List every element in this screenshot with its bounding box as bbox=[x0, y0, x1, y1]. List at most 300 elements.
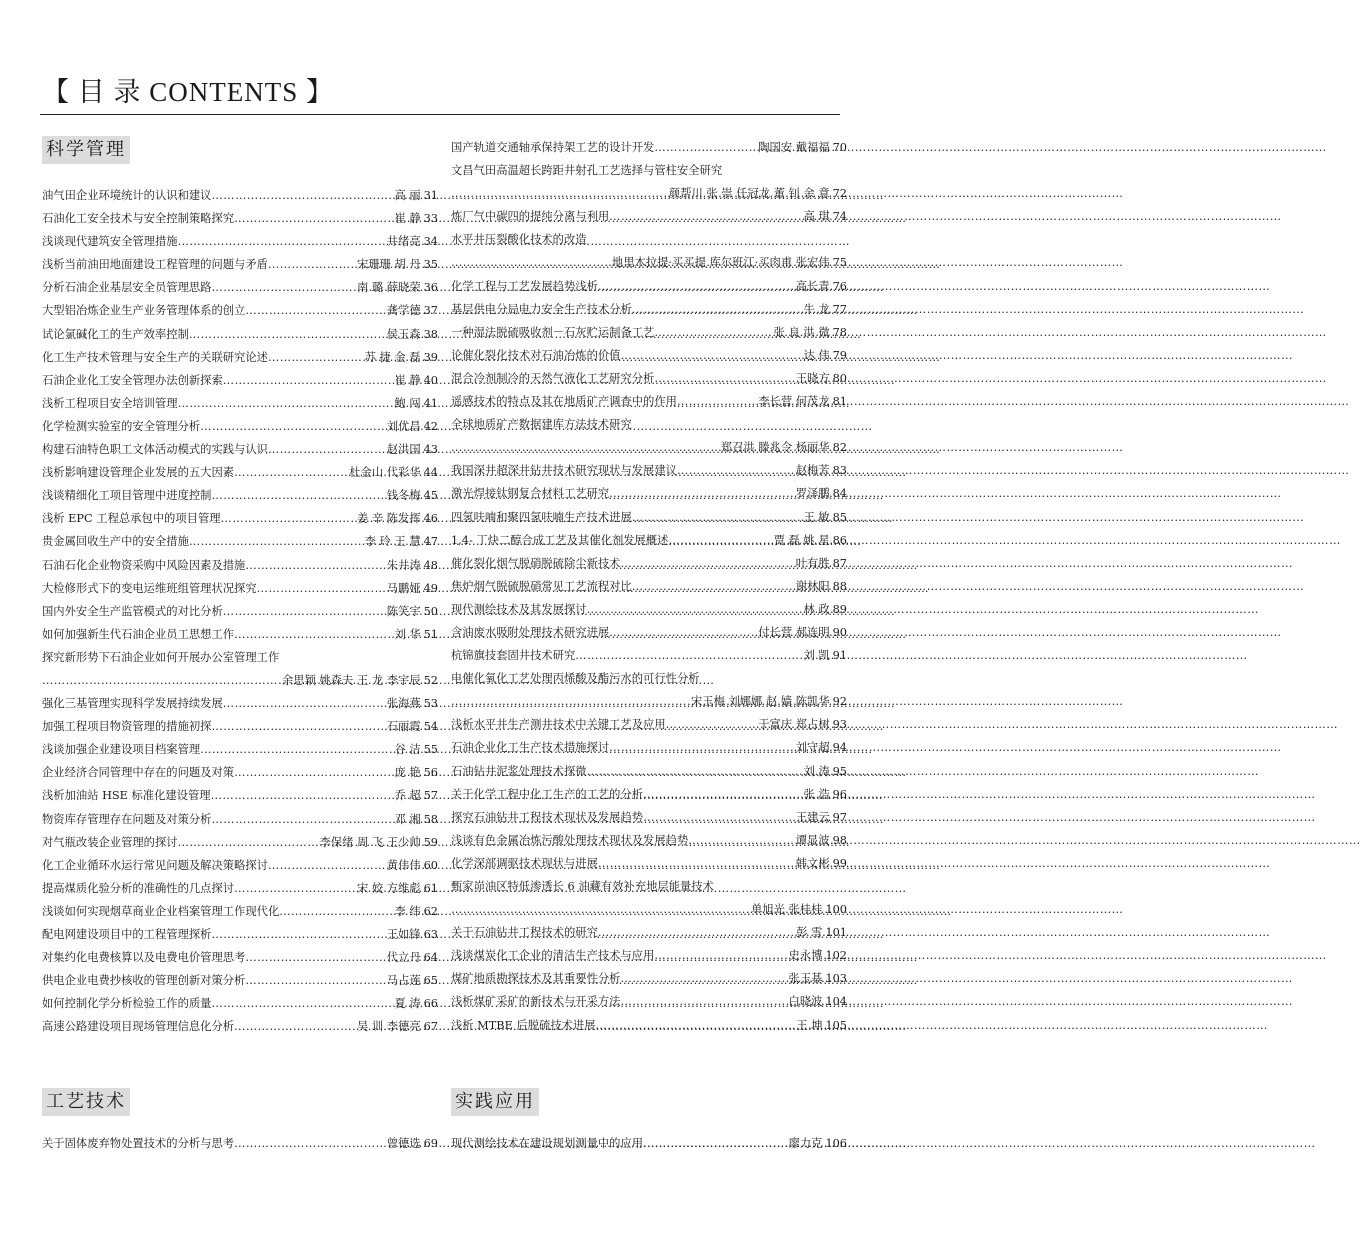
entry-title: 激光焊接钛钢复合材料工艺研究 bbox=[451, 487, 610, 501]
leader-dots bbox=[688, 829, 792, 852]
entry-title: 加强工程项目物资管理的措施初探 bbox=[42, 720, 212, 734]
entry-title: 探究新形势下石油企业如何开展办公室管理工作 bbox=[42, 650, 280, 664]
toc-entry[interactable] bbox=[451, 251, 847, 274]
toc-entry[interactable] bbox=[451, 205, 847, 228]
entry-page-number: 67 bbox=[423, 1020, 438, 1034]
toc-entry[interactable] bbox=[451, 1132, 847, 1155]
toc-entry[interactable] bbox=[451, 644, 847, 667]
entry-page-number: 39 bbox=[423, 350, 438, 364]
entry-page-number: 106 bbox=[825, 1137, 847, 1150]
entry-page-number: 41 bbox=[423, 396, 438, 410]
entry-title: 我国深井超深井钻井技术研究现状与发展建议 bbox=[451, 464, 677, 478]
entry-title: 大型铝冶炼企业生产业务管理体系的创立 bbox=[42, 304, 246, 318]
entry-author: 龚学德 bbox=[386, 304, 421, 318]
entry-author: 李 玲 王 慧 bbox=[364, 535, 421, 549]
entry-author: 谢林阳 bbox=[795, 579, 830, 593]
toc-entry[interactable] bbox=[42, 369, 438, 392]
entry-page-number: 97 bbox=[832, 810, 847, 824]
leader-dots bbox=[632, 506, 801, 529]
entry-page-number: 94 bbox=[832, 741, 847, 755]
toc-entry[interactable] bbox=[42, 1015, 438, 1038]
toc-entry[interactable] bbox=[42, 992, 438, 1015]
entry-author: 赵洪国 bbox=[386, 443, 421, 457]
entry-page-number: 101 bbox=[825, 926, 847, 940]
leader-dots bbox=[245, 969, 383, 992]
entry-author: 地里木拉提·买买提 库尔班江·买肉甫 张宏伟 bbox=[611, 256, 830, 270]
toc-entry[interactable] bbox=[451, 829, 847, 852]
entry-page-number: 42 bbox=[423, 419, 438, 433]
leader-dots bbox=[223, 692, 384, 715]
right-column bbox=[451, 136, 847, 1037]
entry-author: 崔 静 bbox=[394, 212, 421, 226]
entry-author: 乔 超 bbox=[394, 789, 421, 803]
toc-entry[interactable] bbox=[42, 276, 438, 299]
entry-title: 物资库存管理存在问题及对策分析 bbox=[42, 812, 212, 826]
toc-entry[interactable] bbox=[451, 990, 847, 1013]
leader-dots bbox=[268, 253, 354, 276]
entry-title: 浅析当前油田地面建设工程管理的问题与矛盾 bbox=[42, 258, 268, 272]
entry-page-number: 58 bbox=[423, 812, 438, 826]
entry-title: 现代测绘技术及其发展探讨 bbox=[451, 602, 587, 616]
toc-entry[interactable] bbox=[42, 299, 438, 322]
entry-page-number: 53 bbox=[423, 697, 438, 711]
leader-dots bbox=[654, 321, 770, 344]
entry-title: 石油石化企业物资采购中风险因素及措施 bbox=[42, 558, 246, 572]
entry-title: 浅析影响建设管理企业发展的五大因素 bbox=[42, 466, 235, 480]
entry-page-number: 99 bbox=[832, 856, 847, 870]
leader-dots bbox=[268, 854, 384, 877]
leader-dots bbox=[279, 900, 391, 923]
toc-entry[interactable] bbox=[451, 944, 847, 967]
entry-page-number: 88 bbox=[832, 579, 847, 593]
entry-page-number: 90 bbox=[832, 625, 847, 639]
entry-page-number: 82 bbox=[832, 441, 847, 455]
entry-title: 遥感技术的特点及其在地质矿产调查中的作用 bbox=[451, 395, 677, 409]
toc-entry[interactable] bbox=[42, 877, 438, 900]
leader-dots bbox=[268, 438, 384, 461]
leader-dots bbox=[234, 623, 391, 646]
entry-author: 刘守超 bbox=[795, 741, 830, 755]
leader-dots bbox=[221, 507, 354, 530]
leader-dots bbox=[668, 529, 770, 552]
entry-title: 化学深部调驱技术现状与进展 bbox=[451, 856, 598, 870]
entry-page-number: 37 bbox=[423, 304, 438, 318]
leader-dots bbox=[451, 251, 609, 274]
toc-entry[interactable] bbox=[451, 228, 847, 251]
leader-dots bbox=[223, 369, 392, 392]
entry-author: 曾德选 bbox=[386, 1137, 421, 1150]
toc-entry[interactable] bbox=[451, 690, 847, 713]
entry-author: 代立丹 bbox=[386, 951, 421, 965]
entry-author: 杜金山 代彩华 bbox=[349, 466, 421, 480]
toc-entry[interactable] bbox=[451, 367, 847, 390]
toc-entry[interactable] bbox=[42, 854, 438, 877]
entry-title: 国内外安全生产监管模式的对比分析 bbox=[42, 604, 223, 618]
entry-page-number: 91 bbox=[832, 649, 847, 663]
entry-page-number: 44 bbox=[423, 466, 438, 480]
toc-entry[interactable] bbox=[42, 484, 438, 507]
toc-entry[interactable] bbox=[451, 1014, 847, 1037]
entry-page-number: 54 bbox=[423, 720, 438, 734]
entry-title: 论催化裂化技术对石油冶炼的价值 bbox=[451, 348, 621, 362]
entry-author: 叶有胜 bbox=[795, 556, 830, 570]
entry-author: 廖力克 bbox=[788, 1137, 823, 1150]
toc-entry[interactable] bbox=[451, 736, 847, 759]
leader-dots bbox=[211, 184, 391, 207]
toc-entry[interactable] bbox=[451, 529, 847, 552]
entry-author: 刘 涛 bbox=[803, 764, 830, 778]
entry-page-number: 43 bbox=[423, 443, 438, 457]
toc-entry[interactable] bbox=[451, 275, 847, 298]
toc-entry[interactable] bbox=[451, 413, 847, 436]
entry-title: 分析石油企业基层安全员管理思路 bbox=[42, 281, 212, 295]
toc-entry[interactable] bbox=[451, 159, 847, 182]
leader-dots bbox=[211, 715, 383, 738]
toc-entry[interactable] bbox=[42, 253, 438, 276]
entry-author: 张 浩 bbox=[803, 787, 830, 801]
toc-list bbox=[451, 136, 847, 1037]
leader-dots bbox=[451, 690, 688, 713]
leader-dots bbox=[234, 1132, 384, 1155]
toc-entry[interactable] bbox=[451, 136, 847, 159]
toc-entry[interactable] bbox=[42, 415, 438, 438]
entry-title: 浅析工程项目安全培训管理 bbox=[42, 396, 178, 410]
entry-page-number: 48 bbox=[423, 558, 438, 572]
entry-page-number: 56 bbox=[423, 766, 438, 780]
entry-author: 白晓波 bbox=[788, 995, 823, 1009]
toc-entry[interactable] bbox=[451, 667, 847, 690]
entry-page-number: 38 bbox=[423, 327, 438, 341]
entry-page-number: 35 bbox=[423, 258, 438, 272]
toc-entry[interactable] bbox=[451, 575, 847, 598]
leader-dots bbox=[451, 898, 748, 921]
entry-page-number: 96 bbox=[832, 787, 847, 801]
leader-dots bbox=[234, 1015, 354, 1038]
toc-entry[interactable] bbox=[451, 436, 847, 459]
entry-page-number: 95 bbox=[832, 764, 847, 778]
leader-dots bbox=[451, 182, 666, 205]
entry-author: 马占莲 bbox=[386, 974, 421, 988]
entry-title: 浅谈如何实现烟草商业企业档案管理工作现代化 bbox=[42, 904, 280, 918]
leader-dots bbox=[632, 298, 801, 321]
entry-title: 浅谈精细化工项目管理中进度控制 bbox=[42, 489, 212, 503]
leader-dots bbox=[643, 783, 800, 806]
entry-title: 强化三基管理实现科学发展持续发展 bbox=[42, 697, 223, 711]
leader-dots bbox=[609, 482, 793, 505]
entry-title: 含油废水吸附处理技术研究进展 bbox=[451, 625, 610, 639]
entry-author: 张玉基 bbox=[788, 972, 823, 986]
page-title: 【 目 录 CONTENTS 】 bbox=[42, 77, 334, 107]
entry-author: 牛 龙 bbox=[803, 302, 830, 316]
toc-list bbox=[42, 1132, 438, 1155]
entry-author: 付长营 郝连明 bbox=[758, 625, 830, 639]
leader-dots bbox=[587, 598, 801, 621]
toc-entry[interactable] bbox=[42, 554, 438, 577]
toc-entry[interactable] bbox=[42, 600, 438, 623]
toc-entry[interactable] bbox=[451, 760, 847, 783]
leader-dots bbox=[598, 275, 793, 298]
entry-title: 油气田企业环境统计的认识和建议 bbox=[42, 189, 212, 202]
entry-title: 浅析 EPC 工程总承包中的项目管理 bbox=[42, 512, 221, 526]
toc-entry[interactable] bbox=[451, 459, 847, 482]
bottom-right-section bbox=[451, 1088, 847, 1155]
toc-entry[interactable] bbox=[451, 806, 847, 829]
entry-author: 李 纬 bbox=[394, 904, 421, 918]
entry-page-number: 105 bbox=[825, 1018, 847, 1032]
entry-title: 煤矿地质勘探技术及其重要性分析 bbox=[451, 972, 621, 986]
leader-dots bbox=[223, 600, 384, 623]
entry-page-number: 55 bbox=[423, 743, 438, 757]
entry-page-number: 92 bbox=[832, 695, 847, 709]
entry-title: 水平井压裂酸化技术的改造 bbox=[451, 233, 587, 247]
leader-dots bbox=[234, 877, 354, 900]
entry-page-number: 50 bbox=[423, 604, 438, 618]
entry-author: 马鹏娅 bbox=[386, 581, 421, 595]
entry-author: 达 伟 bbox=[803, 348, 830, 362]
entry-title: 试论氯碱化工的生产效率控制 bbox=[42, 327, 189, 341]
entry-author: 刘优昌 bbox=[386, 419, 421, 433]
entry-title: 化学工程与工艺发展趋势浅析 bbox=[451, 279, 598, 293]
toc-entry[interactable] bbox=[42, 923, 438, 946]
toc-entry[interactable] bbox=[42, 1132, 438, 1155]
entry-page-number: 70 bbox=[832, 141, 847, 154]
toc-entry[interactable] bbox=[451, 552, 847, 575]
entry-author: 陶国安 戴福福 bbox=[758, 141, 830, 154]
entry-author: 朱井涛 bbox=[386, 558, 421, 572]
entry-title: 炼厂气中碳四的提纯分离与利用 bbox=[451, 210, 610, 224]
toc-entry[interactable] bbox=[42, 507, 438, 530]
toc-entry[interactable] bbox=[451, 482, 847, 505]
entry-page-number: 46 bbox=[423, 512, 438, 526]
entry-title: 企业经济合同管理中存在的问题及对策 bbox=[42, 766, 235, 780]
entry-title: 石油企业化工生产技术措施探讨 bbox=[451, 741, 610, 755]
leader-dots bbox=[211, 484, 383, 507]
entry-author: 贾 磊 姚 星 bbox=[773, 533, 830, 547]
entry-author: 吴 训 李德亮 bbox=[356, 1020, 421, 1034]
entry-title: 配电网建设项目中的工程管理探析 bbox=[42, 928, 212, 941]
entry-title: 甄家峁油区特低渗透长 6 油藏有效补充地层能量技术 bbox=[451, 880, 714, 893]
leader-dots bbox=[620, 552, 792, 575]
leader-dots bbox=[451, 436, 718, 459]
entry-title: 四氢呋喃和聚四氢呋喃生产技术进展 bbox=[451, 510, 632, 524]
toc-entry[interactable] bbox=[451, 390, 847, 413]
entry-title: 化工企业循环水运行常见问题及解决策略探讨 bbox=[42, 858, 268, 872]
entry-title: 对集约化电费核算以及电费电价管理思考 bbox=[42, 951, 246, 965]
toc-entry[interactable] bbox=[451, 898, 847, 921]
entry-title: 杭锦旗技套固井技术研究 bbox=[451, 649, 576, 663]
toc-entry[interactable] bbox=[42, 392, 438, 415]
entry-page-number: 75 bbox=[832, 256, 847, 270]
toc-entry[interactable] bbox=[451, 182, 847, 205]
title-rule bbox=[40, 114, 840, 115]
entry-page-number: 100 bbox=[825, 903, 847, 917]
entry-page-number: 62 bbox=[423, 904, 438, 918]
entry-title: 浅谈煤炭化工企业的清洁生产技术与应用 bbox=[451, 949, 655, 963]
entry-author: 邓 湘 bbox=[394, 812, 421, 826]
entry-title: 浅谈加强企业建设项目档案管理 bbox=[42, 743, 201, 757]
leader-dots bbox=[211, 808, 391, 831]
leader-dots bbox=[654, 367, 792, 390]
entry-page-number: 52 bbox=[423, 673, 438, 687]
leader-dots bbox=[234, 461, 346, 484]
entry-title: 浅析水平井生产测井技术中关键工艺及应用 bbox=[451, 718, 666, 732]
leader-dots bbox=[234, 207, 391, 230]
toc-entry[interactable] bbox=[451, 598, 847, 621]
leader-dots bbox=[211, 276, 353, 299]
entry-page-number: 104 bbox=[825, 995, 847, 1009]
entry-author: 余思颖 姚森夫 王 龙 李宇辰 bbox=[281, 673, 421, 687]
entry-author: 韩文彬 bbox=[795, 856, 830, 870]
entry-page-number: 51 bbox=[423, 627, 438, 641]
entry-author: 王建云 bbox=[795, 810, 830, 824]
entry-title: 对气瓶改装企业管理的探讨 bbox=[42, 835, 178, 849]
entry-author: 刘 凯 bbox=[803, 649, 830, 663]
toc-entry[interactable] bbox=[42, 669, 438, 692]
entry-author: 张 良 洪 微 bbox=[773, 325, 830, 339]
leader-dots bbox=[211, 923, 383, 946]
toc-entry[interactable] bbox=[42, 831, 438, 854]
entry-title: 供电企业电费抄核收的管理创新对策分析 bbox=[42, 974, 246, 988]
entry-author: 史永博 bbox=[788, 949, 823, 963]
toc-entry[interactable] bbox=[42, 207, 438, 230]
leader-dots bbox=[200, 415, 384, 438]
leader-dots bbox=[620, 967, 785, 990]
toc-entry[interactable] bbox=[42, 761, 438, 784]
entry-author: 于富庆 郑占树 bbox=[758, 718, 830, 732]
entry-title: 电催化氧化工艺处理丙烯酸及酯污水的可行性分析 bbox=[451, 672, 700, 686]
toc-entry[interactable] bbox=[451, 298, 847, 321]
entry-title: 1,4- 丁炔二醇合成工艺及其催化剂发展概述 bbox=[451, 533, 669, 547]
entry-page-number: 65 bbox=[423, 974, 438, 988]
toc-entry[interactable] bbox=[451, 506, 847, 529]
toc-entry[interactable] bbox=[451, 344, 847, 367]
entry-title: 全球地质矿产数据建库方法技术研究 bbox=[451, 418, 632, 432]
entry-page-number: 49 bbox=[423, 581, 438, 595]
toc-entry[interactable] bbox=[42, 346, 438, 369]
entry-title: 浅析煤矿采矿的新技术与开采方法 bbox=[451, 995, 621, 1009]
entry-page-number: 66 bbox=[423, 997, 438, 1011]
entry-title: 关于化学工程中化工生产的工艺的分析 bbox=[451, 787, 644, 801]
entry-page-number: 85 bbox=[832, 510, 847, 524]
toc-entry[interactable] bbox=[42, 738, 438, 761]
entry-author: 黄伟伟 bbox=[386, 858, 421, 872]
entry-title: 一种湿法脱硫吸收剂－石灰贮运制备工艺 bbox=[451, 325, 655, 339]
toc-entry[interactable] bbox=[451, 921, 847, 944]
leader-dots bbox=[609, 621, 755, 644]
toc-entry[interactable] bbox=[42, 715, 438, 738]
leader-dots bbox=[200, 738, 391, 761]
toc-entry[interactable] bbox=[42, 646, 438, 669]
entry-page-number: 47 bbox=[423, 535, 438, 549]
entry-page-number: 102 bbox=[825, 949, 847, 963]
entry-title: 焦炉烟气脱硫脱硝常见工艺流程对比 bbox=[451, 579, 632, 593]
entry-author: 侯玉森 bbox=[386, 327, 421, 341]
entry-author: 单旭光 张桂桂 bbox=[751, 903, 823, 917]
leader-dots bbox=[587, 760, 801, 783]
leader-dots bbox=[609, 205, 800, 228]
entry-author: 林 政 bbox=[803, 602, 830, 616]
entry-title: 现代测绘技术在建设规划测量中的应用 bbox=[451, 1137, 644, 1150]
toc-entry[interactable] bbox=[451, 967, 847, 990]
toc-entry[interactable] bbox=[42, 969, 438, 992]
entry-title: 化学检测实验室的安全管理分析 bbox=[42, 419, 201, 433]
entry-page-number: 81 bbox=[832, 395, 847, 409]
entry-title: 浅谈现代建筑安全管理措施 bbox=[42, 235, 178, 249]
toc-entry[interactable] bbox=[42, 808, 438, 831]
entry-author: 陈笑宇 bbox=[386, 604, 421, 618]
toc-entry[interactable] bbox=[451, 713, 847, 736]
entry-page-number: 60 bbox=[423, 858, 438, 872]
leader-dots bbox=[178, 831, 317, 854]
toc-entry[interactable] bbox=[42, 623, 438, 646]
entry-page-number: 86 bbox=[832, 533, 847, 547]
entry-author: 张海燕 bbox=[386, 697, 421, 711]
entry-page-number: 93 bbox=[832, 718, 847, 732]
toc-entry[interactable] bbox=[451, 852, 847, 875]
toc-entry[interactable] bbox=[451, 783, 847, 806]
toc-entry[interactable] bbox=[42, 900, 438, 923]
toc-entry[interactable] bbox=[451, 321, 847, 344]
toc-entry[interactable] bbox=[42, 692, 438, 715]
entry-title: 关于石油钻井工程技术的研究 bbox=[451, 926, 598, 940]
leader-dots bbox=[677, 390, 755, 413]
toc-entry[interactable] bbox=[451, 875, 847, 898]
entry-author: 王 敏 bbox=[803, 510, 830, 524]
toc-entry[interactable] bbox=[42, 461, 438, 484]
entry-page-number: 36 bbox=[423, 281, 438, 295]
entry-title: 大检修形式下的变电运维班组管理状况探究 bbox=[42, 581, 257, 595]
entry-author: 苏 捷 金 磊 bbox=[364, 350, 421, 364]
entry-author: 郑召洪 滕兆令 杨丽华 bbox=[720, 441, 830, 455]
entry-author: 李保绪 周 飞 王少帅 bbox=[319, 835, 421, 849]
entry-page-number: 76 bbox=[832, 279, 847, 293]
leader-dots bbox=[632, 575, 793, 598]
entry-page-number: 98 bbox=[832, 833, 847, 847]
leader-dots bbox=[178, 230, 384, 253]
entry-page-number: 31 bbox=[423, 189, 438, 202]
toc-list bbox=[42, 184, 438, 1038]
entry-page-number: 69 bbox=[423, 1137, 438, 1150]
entry-page-number: 83 bbox=[832, 464, 847, 478]
toc-entry[interactable] bbox=[451, 621, 847, 644]
toc-entry[interactable] bbox=[42, 946, 438, 969]
leader-dots bbox=[189, 323, 384, 346]
leader-dots bbox=[643, 806, 793, 829]
entry-title: 高速公路建设项目现场管理信息化分析 bbox=[42, 1020, 235, 1034]
entry-author: 宋玉梅 刘娜娜 赵 嫱 陈凯华 bbox=[690, 695, 830, 709]
toc-entry[interactable] bbox=[42, 577, 438, 600]
toc-entry[interactable] bbox=[42, 230, 438, 253]
entry-title: 混合冷剂制冷的天然气液化工艺研究分析 bbox=[451, 371, 655, 385]
entry-page-number: 78 bbox=[832, 325, 847, 339]
toc-entry[interactable] bbox=[42, 184, 438, 207]
toc-entry[interactable] bbox=[42, 530, 438, 553]
toc-list bbox=[451, 1132, 847, 1155]
toc-entry[interactable] bbox=[42, 438, 438, 461]
toc-entry[interactable] bbox=[42, 784, 438, 807]
entry-author: 王晓方 bbox=[795, 371, 830, 385]
entry-title: 石油化工安全技术与安全控制策略探究 bbox=[42, 212, 235, 226]
entry-title: 构建石油特色职工文体活动模式的实践与认识 bbox=[42, 443, 268, 457]
leader-dots bbox=[234, 761, 391, 784]
entry-title: 浅析加油站 HSE 标准化建设管理 bbox=[42, 789, 211, 803]
leader-dots bbox=[620, 344, 800, 367]
bottom-left-section bbox=[42, 1088, 438, 1155]
entry-author: 姜 辛 陈发挥 bbox=[356, 512, 421, 526]
entry-author: 钱冬梅 bbox=[386, 489, 421, 503]
leader-dots bbox=[245, 299, 383, 322]
toc-entry[interactable] bbox=[42, 323, 438, 346]
